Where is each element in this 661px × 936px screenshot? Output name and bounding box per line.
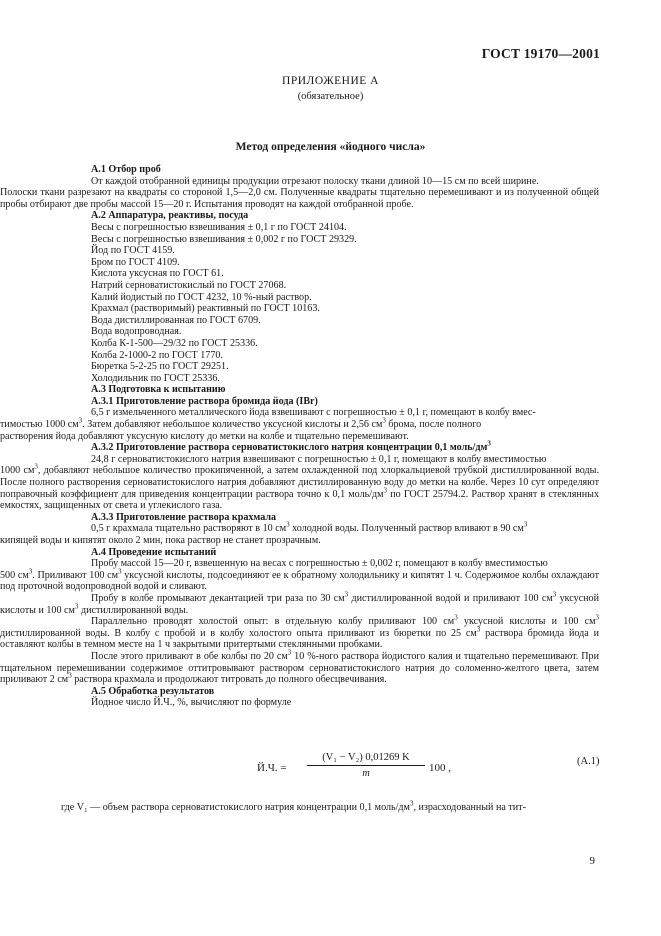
section-a32-heading: А.3.2 Приготовление раствора серноватистокислого натрия концентрации 0,1 моль/$дм^3$ (91, 439, 491, 454)
section-a33-heading: А.3.3 Приготовление раствора крахмала (91, 511, 277, 523)
equipment-item: Бром по ГОСТ 4109. (91, 256, 180, 268)
equipment-item: Колба 2-1000-2 по ГОСТ 1770. (91, 349, 223, 361)
equipment-item: Вода водопроводная. (91, 326, 182, 338)
equipment-item: Натрий серноватистокислый по ГОСТ 27068. (91, 279, 287, 291)
section-a31-text-2: тимостью 1000 $см^3$. Затем добавляют небольшое количество уксусной кислоты и 2,56 $см^3$ брома, после полного (0, 416, 482, 431)
appendix-title: ПРИЛОЖЕНИЕ А (282, 75, 379, 87)
equipment-item: Весы с погрешностью взвешивания ± 0,1 г по ГОСТ 24104. (91, 221, 347, 233)
equipment-item: Холодильник по ГОСТ 25336. (91, 372, 220, 384)
section-a1-text-2: Полоски ткани разрезают на квадраты со стороной 1,5—2,0 см. Полученные квадраты тщательно перемешивают и из полученной общей пробы отбирают две пробы массой 15—20 г. Испытания проводят на каждой отобранной пробе. (0, 187, 599, 210)
equipment-item: Весы с погрешностью взвешивания ± 0,002 г по ГОСТ 29329. (91, 233, 357, 245)
formula-where-text: где V₁ — объем раствора серноватистокислого натрия концентрации 0,1 моль/$дм^3$, израсходованный на тит- (61, 799, 526, 813)
section-a5-text: Йодное число Й.Ч., %, вычисляют по формуле (91, 697, 292, 709)
equipment-item: Колба К-1-500—29/32 по ГОСТ 25336. (91, 337, 258, 349)
equipment-item: Бюретка 5-2-25 по ГОСТ 29251. (91, 361, 229, 373)
document-body (0, 164, 599, 709)
method-title: Метод определения «йодного числа» (235, 141, 426, 153)
section-a32-text-2: 1000 $см^3$, добавляют небольшое количество прокипяченной, а затем охлажденной под хлоркальциевой трубкой дистиллированной воды. После полного растворения серноватистокислого натрия добавляют дистиллированную воду до метки на колбе. Через 10 сут определяют поправочный коэффициент для приведения концентрации раствора точно к 0,1 моль/$дм^3$ по ГОСТ 25794.2. Раствор хранят в стеклянных емкостях, защищенных от света и углекислого газа. (0, 463, 599, 512)
section-a4-p3: Параллельно проводят холостой опыт: в отдельную колбу приливают 100 $см^3$ уксусной кислоты и 100 $см^3$ дистиллированной воды. В колбу с пробой и в колбу холостого опыта приливают из бюретки по 25 $см^3$ раствора бромида йода и оставляют колбы в темном месте на 1 ч закрытыми притертыми стеклянными пробками. (0, 613, 599, 651)
section-a4-heading: А.4 Проведение испытаний (91, 546, 217, 558)
equipment-item: Калий йодистый по ГОСТ 4232, 10 %-ный раствор. (91, 291, 312, 303)
section-a33-text-1: 0,5 г крахмала тщательно растворяют в 10 $см^3$ холодной воды. Полученный раствор вливают в 90 $см^3$ (91, 521, 528, 535)
section-a4-p4: После этого приливают в обе колбы по 20 $см^3$ 10 %-ного раствора йодистого калия и тщательно перемешивают. При тщательном перемешивании содержимое оттитровывают раствором серноватистокислого натрия до соломенно-желтого цвета, затем приливают 2 $см^3$ раствора крахмала и продолжают титровать до полного обесцвечивания. (0, 648, 599, 686)
section-a4-p1-line1: Пробу массой 15—20 г, взвешенную на весах с погрешностью ± 0,002 г, помещают в колбу вместимостью (91, 558, 548, 570)
formula-numerator: (V₁ − V₂) 0,01269 K (307, 752, 425, 766)
section-a1-text-1: От каждой отобранной единицы продукции отрезают полоску ткани длиной 10—15 см по всей ширине. (91, 175, 539, 187)
section-a33-text-2: кипящей воды и кипятят около 2 мин, пока раствор не станет прозрачным. (0, 535, 321, 546)
formula-fraction (307, 752, 425, 779)
section-a2-heading: А.2 Аппаратура, реактивы, посуда (91, 210, 249, 222)
equipment-item: Крахмал (растворимый) реактивный по ГОСТ 10163. (91, 303, 320, 315)
section-a31-text-1: 6,5 г измельченного металлического йода взвешивают с погрешностью ± 0,1 г, помещают в колбу вмес- (91, 407, 536, 419)
formula-denominator: m (362, 768, 370, 779)
equipment-item: Йод по ГОСТ 4159. (91, 245, 175, 257)
section-a4-p2: Пробу в колбе промывают декантацией три раза по 30 $см^3$ дистиллированной водой и приливают 100 $см^3$ уксусной кислоты и 100 $см^3$ дистиллированной воды. (0, 590, 599, 616)
section-a31-text-3: растворения йода добавляют уксусную кислоту до метки на колбе и тщательно перемешивают. (0, 430, 409, 442)
section-a1-heading: А.1 Отбор проб (91, 164, 161, 175)
formula-a1 (0, 752, 661, 788)
section-a31-heading: А.3.1 Приготовление раствора бромида йода (IBr) (91, 395, 318, 407)
equipment-item: Кислота уксусная по ГОСТ 61. (91, 268, 224, 280)
section-a32-text-1: 24,8 г серноватистокислого натрия взвешивают с погрешностью ± 0,1 г, помещают в колбу вместимостью (91, 453, 547, 465)
formula-tail: 100 , (429, 762, 451, 774)
section-a5-heading: А.5 Обработка результатов (91, 685, 215, 697)
gost-header: ГОСТ 19170—2001 (481, 46, 600, 61)
formula-label: (А.1) (577, 756, 600, 767)
equipment-list (91, 222, 599, 384)
appendix-subtitle: (обязательное) (297, 91, 364, 102)
equipment-item: Вода дистиллированная по ГОСТ 6709. (91, 314, 261, 326)
section-a4-p1-rest: 500 $см^3$. Приливают 100 $см^3$ уксусной кислоты, подсоединяют ее к обратному холодильнику и кипятят 1 ч. Содержимое колбы охлаждают под проточной водопроводной водой и сливают. (0, 567, 599, 593)
section-a3-heading: А.3 Подготовка к испытанию (91, 384, 226, 396)
page-number: 9 (589, 855, 595, 867)
formula-lhs: Й.Ч. = (257, 762, 287, 774)
